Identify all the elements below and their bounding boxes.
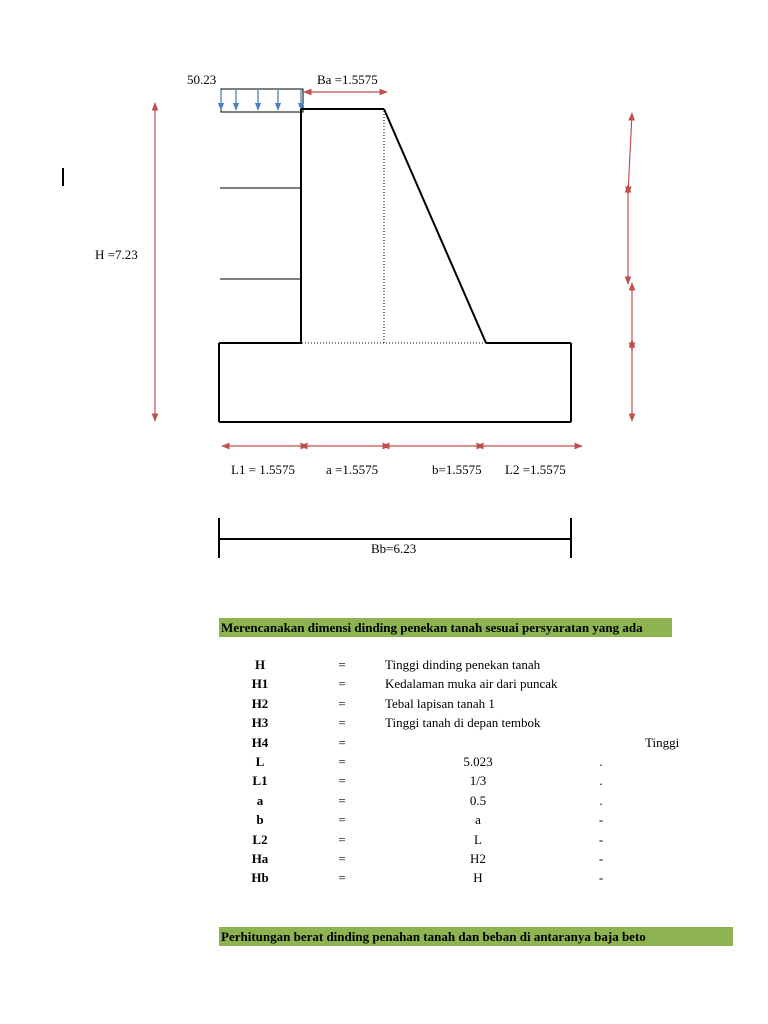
definition-description: Tinggi tanah di depan tembok	[385, 715, 541, 731]
section-header-dimension: Merencanakan dimensi dinding penekan tanah sesuai persyaratan yang ada	[219, 618, 672, 637]
definition-value: H	[473, 870, 483, 886]
definition-equals: =	[338, 657, 346, 672]
definition-row	[210, 868, 672, 887]
definition-description: Tebal lapisan tanah 1	[385, 695, 495, 711]
load-value: 50.23	[187, 72, 217, 87]
definition-value: L	[474, 831, 482, 847]
definition-value: H2	[470, 851, 486, 866]
definition-value: 5.023	[463, 754, 493, 769]
a-label: a =1.5575	[326, 462, 379, 477]
definition-equals: =	[338, 792, 346, 808]
definition-equals: =	[338, 754, 346, 769]
definition-row	[210, 713, 672, 732]
definition-symbol: H2	[251, 695, 269, 711]
definition-mark: .	[599, 773, 603, 789]
definition-row	[210, 830, 672, 849]
definition-equals: =	[338, 831, 346, 847]
definition-equals: =	[338, 695, 346, 711]
definition-equals: =	[338, 676, 346, 692]
definition-value: a	[475, 812, 481, 828]
definition-row	[210, 733, 680, 752]
l2-label: L2 =1.5575	[505, 462, 566, 477]
load-arrows	[221, 90, 301, 110]
definition-mark: .	[599, 792, 603, 808]
definition-row	[210, 752, 672, 771]
definition-equals: =	[338, 870, 346, 886]
bb-label: Bb=6.23	[371, 541, 417, 556]
definition-equals: =	[338, 734, 346, 750]
definition-row	[210, 655, 672, 674]
definition-equals: =	[338, 812, 346, 828]
definition-symbol: H1	[251, 676, 269, 692]
definition-mark: -	[598, 870, 604, 886]
definition-row	[210, 849, 672, 868]
definition-symbol: H	[254, 657, 266, 672]
definition-row	[210, 674, 672, 693]
definition-description: Tinggi dinding penekan tanah	[385, 657, 541, 672]
definition-mark: -	[598, 851, 604, 866]
footing	[219, 343, 571, 422]
right-dimension-arrows	[628, 113, 632, 421]
definition-equals: =	[338, 773, 346, 789]
definition-extra: Tinggi	[645, 734, 680, 750]
definition-symbol: L2	[252, 831, 268, 847]
definition-mark: -	[598, 812, 604, 828]
definition-row	[210, 810, 672, 829]
definition-symbol: L	[255, 754, 265, 769]
definition-symbol: Ha	[251, 851, 269, 866]
wall-stem	[301, 109, 486, 343]
definition-value: 1/3	[469, 773, 487, 789]
h-label: H =7.23	[95, 247, 138, 262]
definition-description: Kedalaman muka air dari puncak	[385, 676, 558, 692]
definition-row	[210, 771, 672, 790]
definitions-table	[210, 655, 680, 887]
definition-row	[210, 791, 672, 810]
definition-symbol: H3	[251, 715, 269, 731]
definition-row	[210, 694, 672, 713]
definition-equals: =	[338, 715, 346, 731]
definition-equals: =	[338, 851, 346, 866]
b-label: b=1.5575	[432, 462, 482, 477]
definition-symbol: L1	[252, 773, 268, 789]
section-header-weight-calc: Perhitungan berat dinding penahan tanah dan beban di antaranya baja beto	[219, 927, 733, 946]
definition-mark: -	[598, 831, 604, 847]
definition-symbol: H4	[251, 734, 269, 750]
ba-label: Ba =1.5575	[317, 72, 378, 87]
definition-symbol: a	[256, 792, 264, 808]
definition-symbol: b	[256, 812, 264, 828]
definition-mark: .	[599, 754, 603, 769]
load-box	[221, 89, 303, 112]
definition-value: 0.5	[469, 792, 487, 808]
definition-symbol: Hb	[251, 870, 269, 886]
l1-label: L1 = 1.5575	[231, 462, 296, 477]
